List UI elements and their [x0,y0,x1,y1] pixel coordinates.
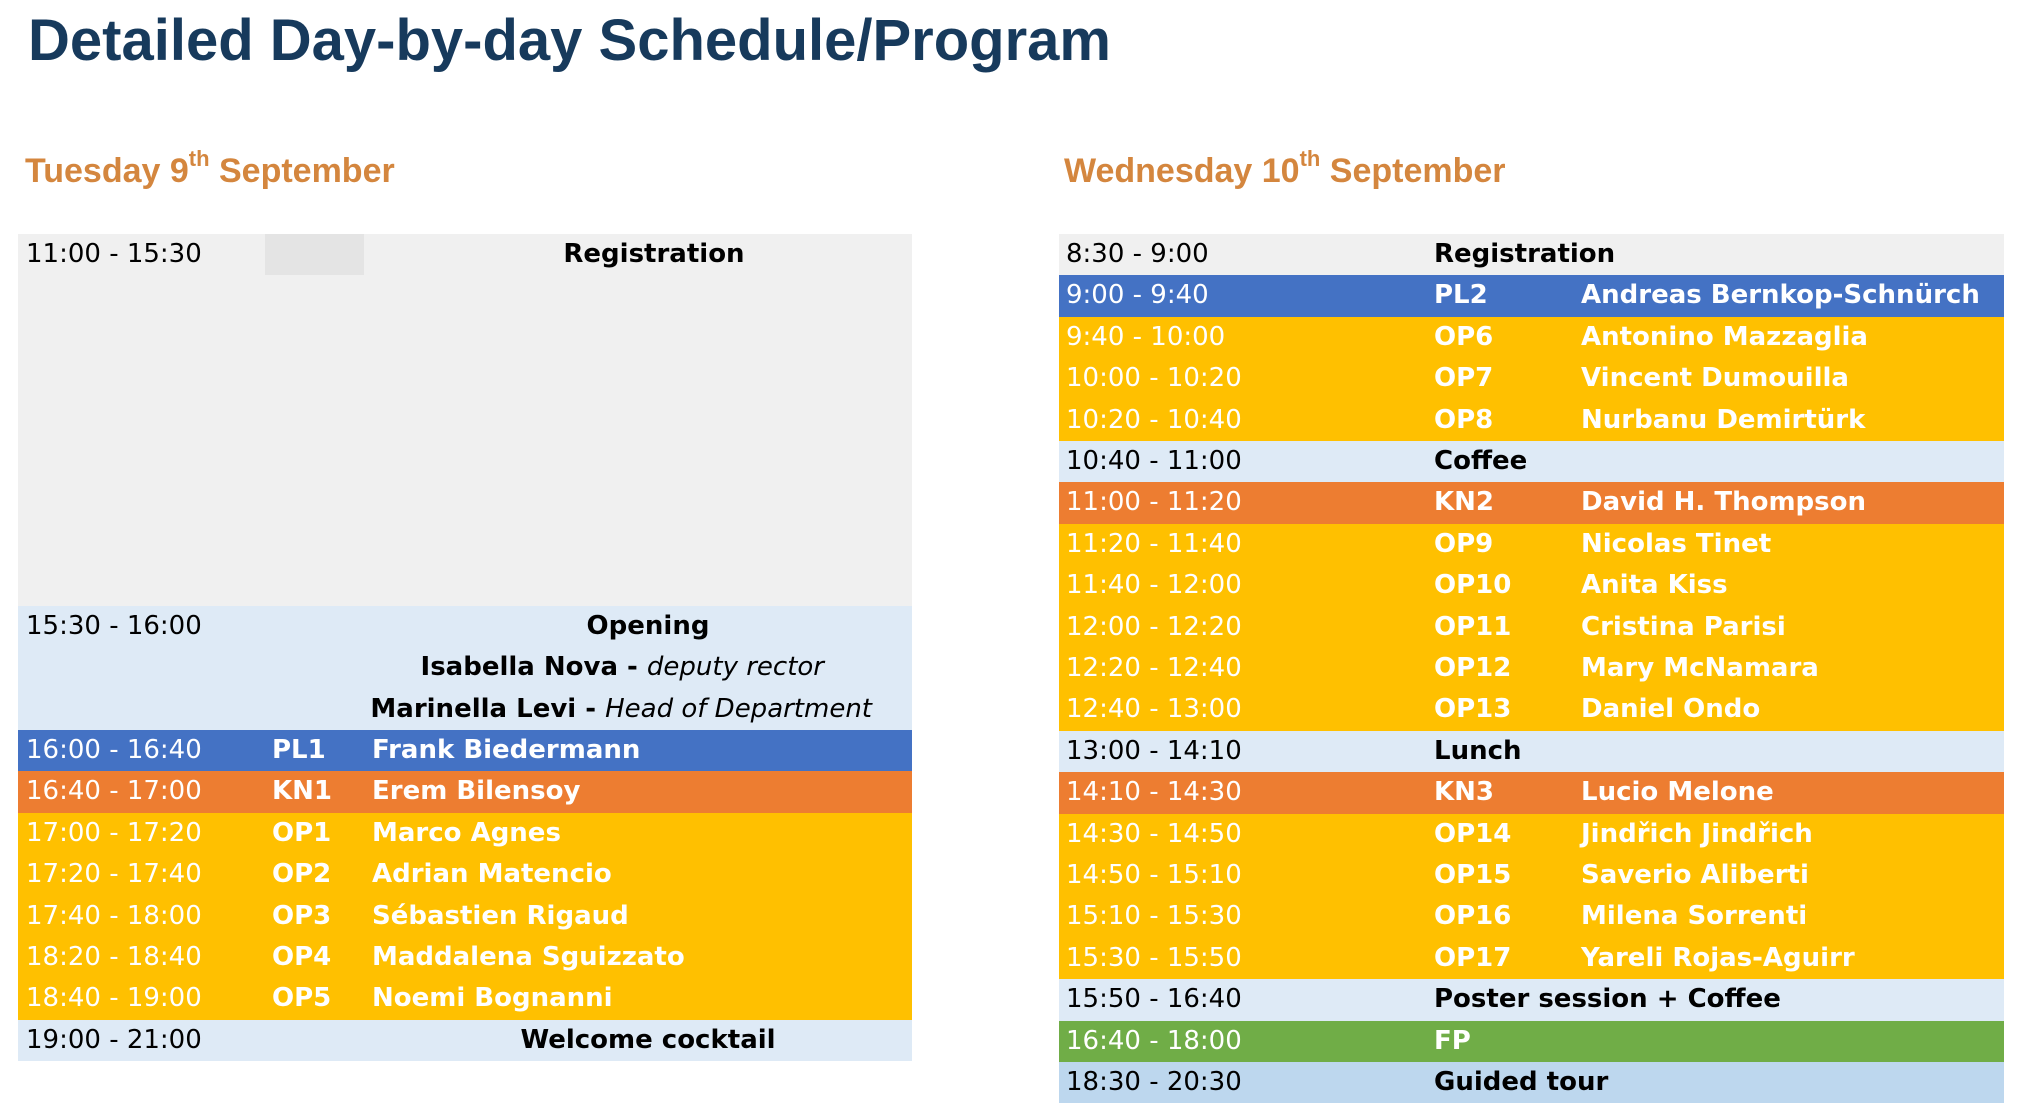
row-time: 9:40 - 10:00 [1066,321,1226,352]
row-speaker: Yareli Rojas-Aguirr [1581,942,1855,973]
row-time: 11:00 - 11:20 [1066,487,1242,518]
row-time: 15:30 - 15:50 [1066,942,1242,973]
row-time: 10:20 - 10:40 [1066,404,1242,435]
opening-speaker-2-role: Head of Department [605,693,872,724]
row-code: OP9 [1434,528,1494,559]
row-code: KN2 [1434,487,1494,518]
wednesday-row [1059,607,2004,648]
talk-speaker: Marco Agnes [372,817,561,848]
tuesday-schedule-table [18,234,912,1060]
row-speaker: Mary McNamara [1581,653,1819,683]
wednesday-row [1059,855,2004,896]
opening-speaker-2-name: Marinella Levi - [370,693,606,724]
tuesday-talk-row [18,978,912,1019]
tuesday-opening-label: Opening [586,611,710,641]
row-speaker: Anita Kiss [1581,570,1728,601]
row-code: Guided tour [1434,1067,1609,1097]
talk-time: 16:00 - 16:40 [26,735,202,765]
wednesday-schedule-table [1059,234,2004,1104]
wednesday-row [1059,731,2004,772]
wednesday-heading-day: Wednesday 10 [1064,152,1300,190]
tuesday-closing-row [18,1020,912,1061]
tuesday-registration-block [18,234,912,606]
wednesday-row [1059,938,2004,979]
row-speaker: Milena Sorrenti [1581,901,1808,932]
talk-speaker: Erem Bilensoy [372,776,581,807]
tuesday-registration-time: 11:00 - 15:30 [26,239,202,269]
row-time: 9:00 - 9:40 [1066,280,1209,311]
row-code: OP11 [1434,611,1512,642]
talk-speaker: Frank Biedermann [372,735,641,765]
tuesday-heading-day: Tuesday 9 [25,152,189,190]
talk-code: OP3 [272,900,332,931]
row-time: 10:40 - 11:00 [1066,446,1242,476]
wednesday-row [1059,317,2004,358]
row-time: 15:10 - 15:30 [1066,901,1242,932]
row-speaker: Antonino Mazzaglia [1581,321,1868,352]
opening-speaker-1 [18,647,824,688]
talk-code: OP4 [272,942,332,972]
tuesday-closing-label: Welcome cocktail [520,1025,776,1055]
wednesday-row [1059,772,2004,813]
row-time: 11:40 - 12:00 [1066,570,1242,601]
wednesday-row [1059,234,2004,275]
wednesday-row [1059,1062,2004,1103]
row-speaker: Lucio Melone [1581,777,1774,808]
row-code: OP12 [1434,653,1512,683]
wednesday-row [1059,689,2004,730]
talk-time: 16:40 - 17:00 [26,776,202,807]
opening-speaker-1-role: deputy rector [646,652,824,683]
tuesday-heading-month: September [209,152,395,190]
row-code: PL2 [1434,280,1488,311]
row-speaker: Nicolas Tinet [1581,528,1772,559]
tuesday-closing-time: 19:00 - 21:00 [26,1025,202,1055]
wednesday-row [1059,648,2004,689]
row-code: Lunch [1434,735,1522,766]
tuesday-registration-label: Registration [563,239,745,269]
row-time: 14:30 - 14:50 [1066,818,1242,849]
wednesday-row [1059,979,2004,1020]
tuesday-talk-row [18,896,912,937]
tuesday-talk-row [18,937,912,978]
talk-speaker: Sébastien Rigaud [372,900,629,931]
row-code: OP17 [1434,942,1512,973]
row-code: OP6 [1434,321,1494,352]
wednesday-row [1059,441,2004,482]
row-time: 14:10 - 14:30 [1066,777,1242,808]
talk-time: 17:40 - 18:00 [26,900,202,931]
wednesday-row [1059,400,2004,441]
wednesday-row [1059,358,2004,399]
row-time: 13:00 - 14:10 [1066,735,1242,766]
tuesday-talk-row [18,854,912,895]
row-speaker: Saverio Aliberti [1581,860,1809,890]
row-code: OP14 [1434,818,1512,849]
row-time: 12:40 - 13:00 [1066,694,1242,725]
wednesday-row [1059,814,2004,855]
tuesday-opening-time: 15:30 - 16:00 [26,611,202,641]
wednesday-row [1059,1021,2004,1062]
wednesday-row [1059,565,2004,606]
talk-time: 17:00 - 17:20 [26,817,202,848]
wednesday-heading-suffix: th [1299,146,1321,171]
wednesday-row [1059,524,2004,565]
talk-time: 18:40 - 19:00 [26,983,202,1014]
talk-code: OP1 [272,817,332,848]
row-time: 12:20 - 12:40 [1066,653,1242,683]
row-time: 11:20 - 11:40 [1066,528,1242,559]
opening-speaker-1-name: Isabella Nova - [420,652,647,683]
row-code: OP7 [1434,363,1494,394]
row-speaker: Vincent Dumouilla [1581,363,1849,394]
talk-speaker: Noemi Bognanni [372,983,613,1014]
row-code: Poster session + Coffee [1434,984,1781,1015]
row-code: OP13 [1434,694,1512,725]
talk-time: 18:20 - 18:40 [26,942,202,972]
talk-time: 17:20 - 17:40 [26,859,202,890]
row-code: OP15 [1434,860,1512,890]
talk-code: OP2 [272,859,332,890]
row-time: 15:50 - 16:40 [1066,984,1242,1015]
tuesday-talk-row [18,730,912,771]
talk-code: PL1 [272,735,326,765]
row-time: 8:30 - 9:00 [1066,239,1209,269]
row-speaker: Nurbanu Demirtürk [1581,404,1866,435]
row-code: Coffee [1434,446,1528,476]
row-speaker: Andreas Bernkop-Schnürch [1581,280,1980,311]
row-time: 16:40 - 18:00 [1066,1025,1242,1056]
talk-speaker: Adrian Matencio [372,859,612,890]
row-time: 14:50 - 15:10 [1066,860,1242,890]
talk-code: KN1 [272,776,332,807]
row-code: FP [1434,1025,1471,1056]
row-speaker: Daniel Ondo [1581,694,1761,725]
tuesday-talk-row [18,813,912,854]
row-speaker: David H. Thompson [1581,487,1866,518]
tuesday-talk-row [18,771,912,812]
talk-speaker: Maddalena Sguizzato [372,942,685,972]
row-code: OP10 [1434,570,1512,601]
row-speaker: Jindřich Jindřich [1581,818,1813,849]
tuesday-opening-block [18,606,912,730]
row-code: OP16 [1434,901,1512,932]
row-time: 10:00 - 10:20 [1066,363,1242,394]
opening-speaker-2 [18,689,872,730]
wednesday-row [1059,896,2004,937]
wednesday-row [1059,275,2004,316]
row-code: KN3 [1434,777,1494,808]
row-code: OP8 [1434,404,1494,435]
row-speaker: Cristina Parisi [1581,611,1786,642]
wednesday-heading [1064,146,1506,196]
wednesday-heading-month: September [1320,152,1506,190]
tuesday-heading-suffix: th [188,146,210,171]
row-code: Registration [1434,239,1616,269]
row-time: 12:00 - 12:20 [1066,611,1242,642]
talk-code: OP5 [272,983,332,1014]
wednesday-row [1059,482,2004,523]
row-time: 18:30 - 20:30 [1066,1067,1242,1097]
page-title: Detailed Day-by-day Schedule/Program [28,8,1111,73]
tuesday-heading [25,146,395,196]
